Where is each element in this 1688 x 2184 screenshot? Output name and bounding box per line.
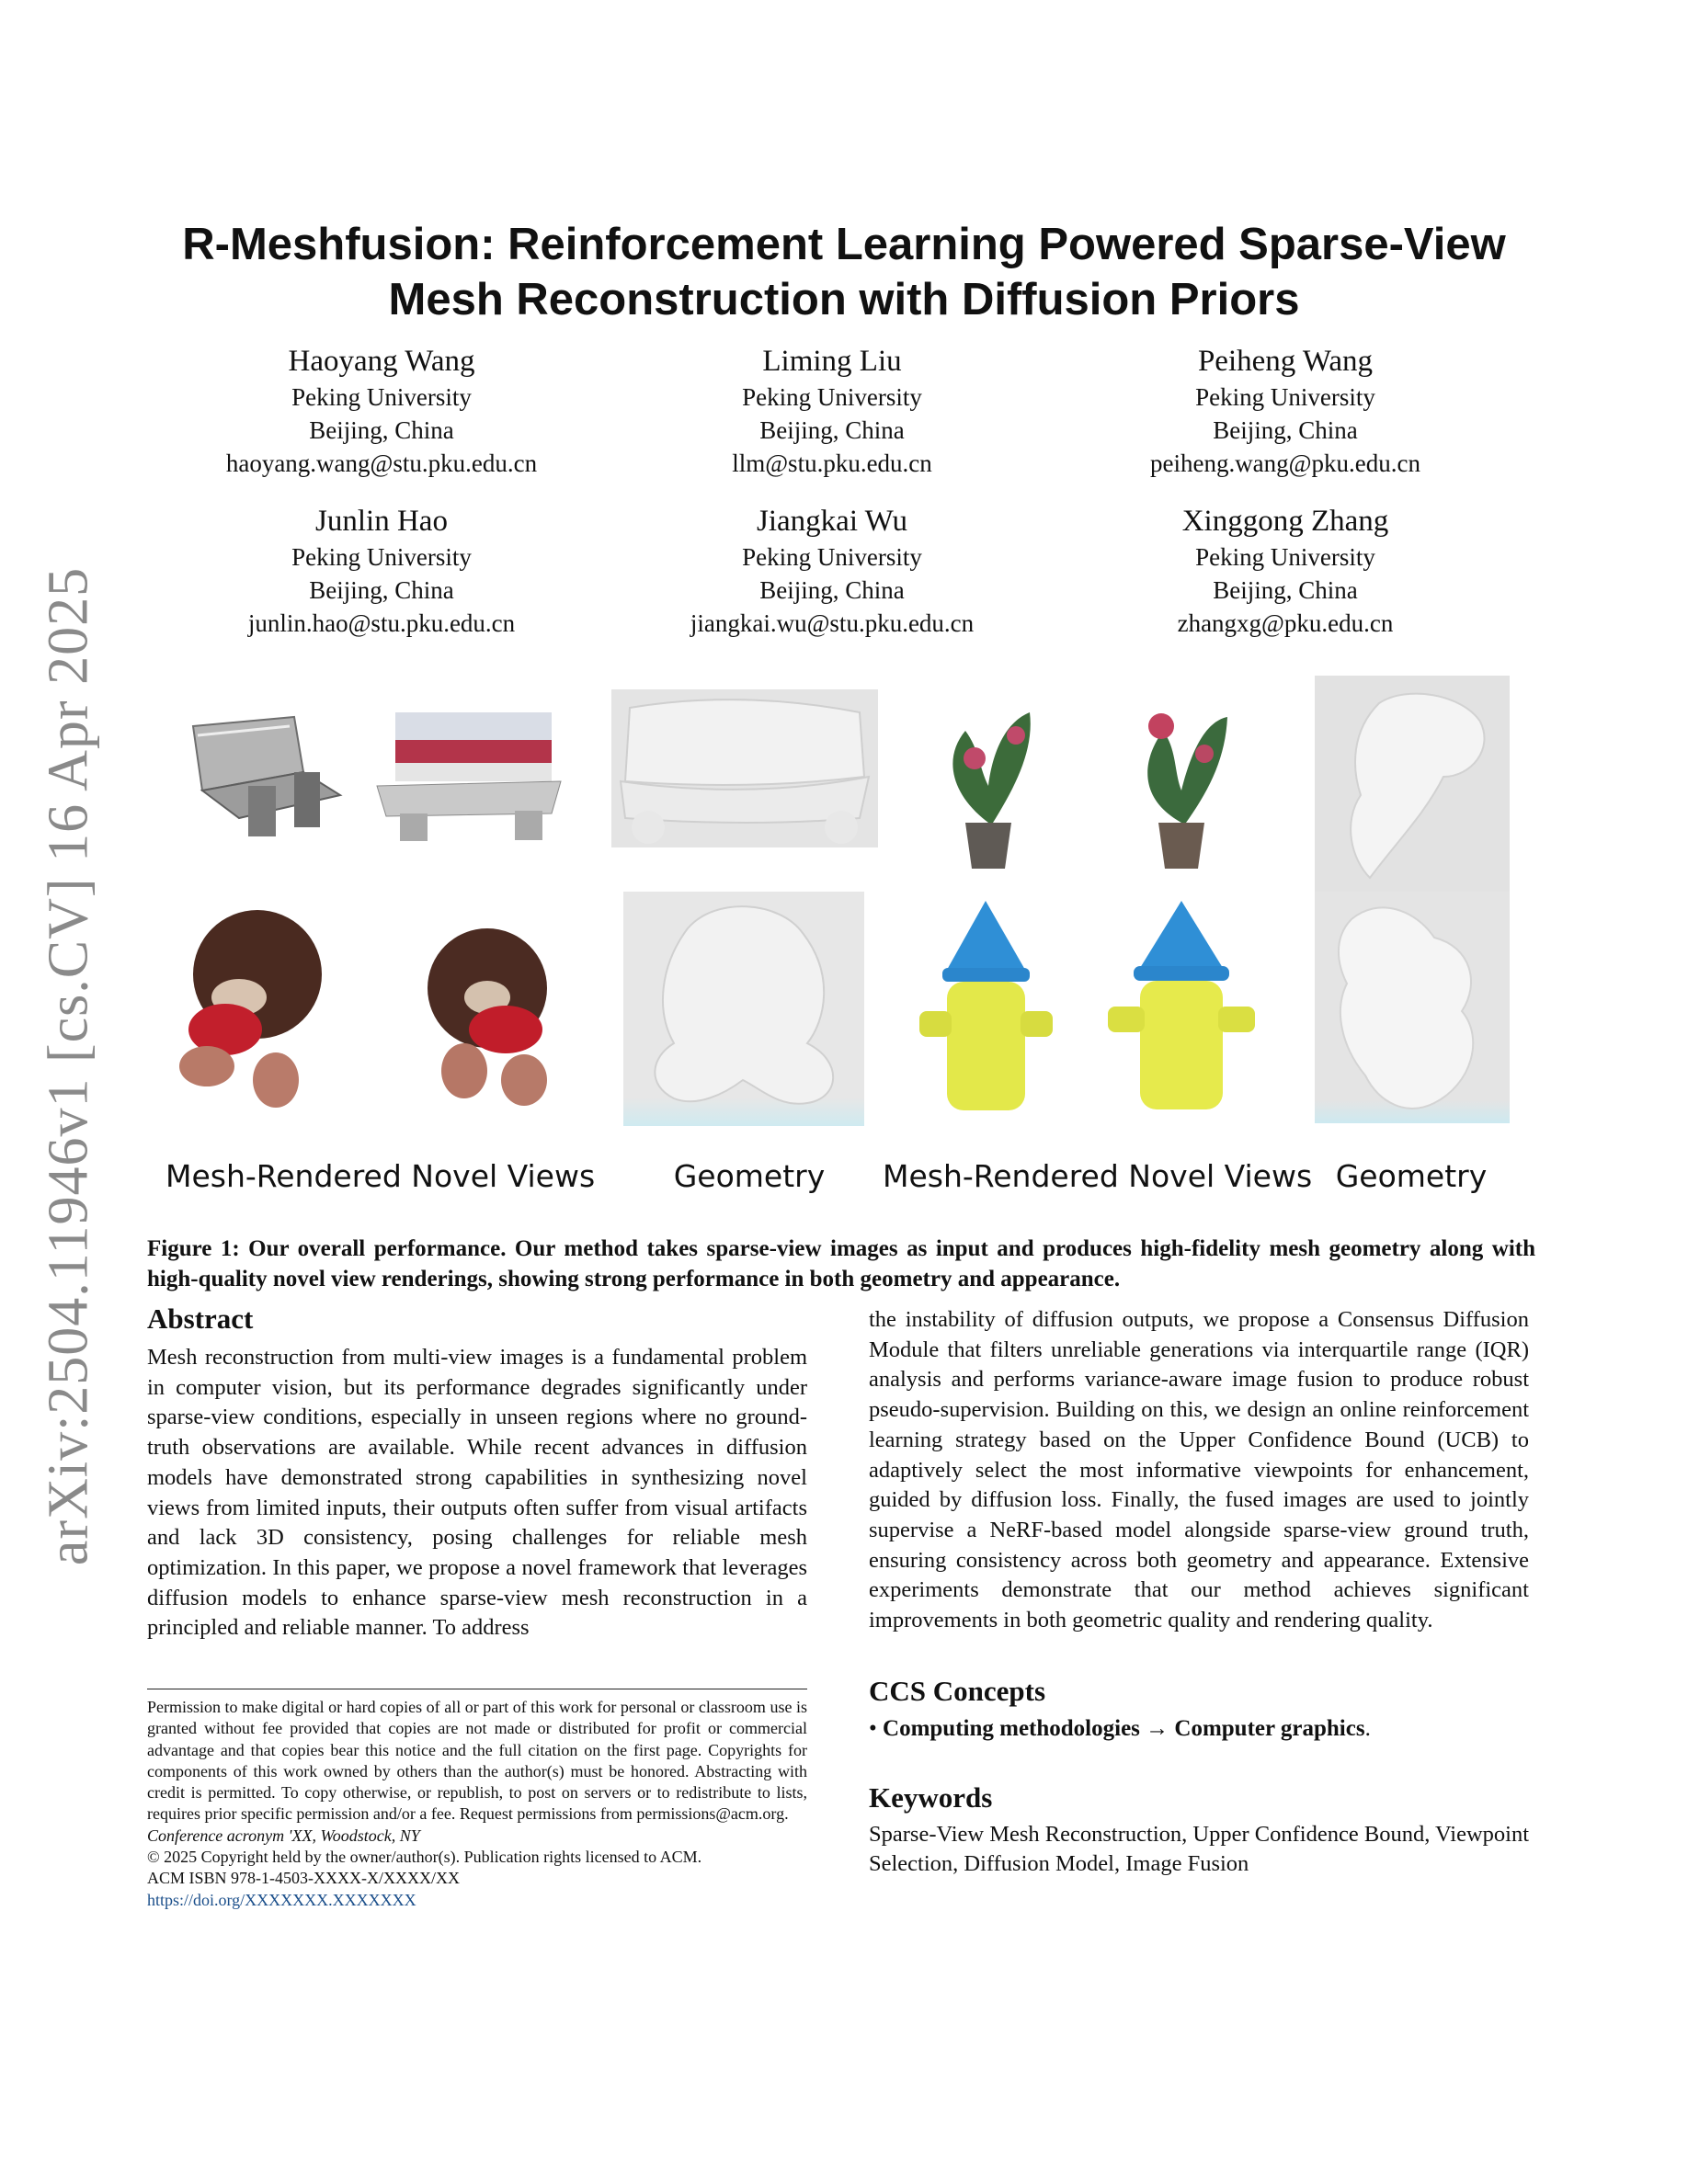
doi-link[interactable]: https://doi.org/XXXXXXX.XXXXXXX [147, 1890, 416, 1909]
author-email[interactable]: jiangkai.wu@stu.pku.edu.cn [690, 609, 975, 637]
author-affiliation: Peking University [291, 543, 472, 571]
author-3 [1051, 342, 1520, 480]
figure-caption: Figure 1: Our overall performance. Our method takes sparse-view images as input and produces high-fidelity mesh geometry along with high-quality novel view renderings, showing strong performance in both geometry and appearance. [147, 1236, 1535, 1291]
bear-render-view-1 [170, 901, 340, 1112]
arxiv-stamp [0, 552, 138, 1581]
plant-geometry-panel [1315, 676, 1510, 892]
keywords-text: Sparse-View Mesh Reconstruction, Upper Confidence Bound, Viewpoint Selection, Diffusion Model, Image Fusion [869, 1821, 1529, 1877]
author-location: Beijing, China [309, 416, 454, 444]
author-name: Xinggong Zhang [1181, 505, 1389, 538]
author-location: Beijing, China [759, 576, 905, 604]
bear-render-view-2 [414, 915, 570, 1112]
keywords-heading: Keywords [869, 1780, 993, 1814]
abstract-text-part-1: Mesh reconstruction from multi-view images is a fundamental problem in computer vision, but its performance degrades significantly under sparse-view conditions, especially in unseen regions where no ground-truth observations are available. While recent advances in diffusion models have demonstrated strong capabilities in synthesizing novel views from limited inputs, their outputs often suffer from visual artifacts and lack 3D consistency, posing challenges for reliable mesh optimization. In this paper, we propose a novel framework that leverages diffusion models to enhance sparse-view mesh reconstruction in a principled and reliable manner. To address [147, 1345, 807, 1641]
author-location: Beijing, China [1213, 416, 1358, 444]
permission-text: Permission to make digital or hard copies of all or part of this work for personal or classroom use is granted without fee provided that copies are not made or distributed for profit or commercial advantage and that copies bear this notice and the full citation on the first page. Copyrights for components of this work owned by others than the author(s) must be honored. Abstracting with credit is permitted. To copy otherwise, or republish, to post on servers or to redistribute to lists, requires prior specific permission and/or a fee. Request permissions from permissions@acm.org. [147, 1698, 807, 1824]
abstract-text-part-2: the instability of diffusion outputs, we propose a Consensus Diffusion Module that filters unreliable generations via interquartile range (IQR) analysis and performs variance-aware image fusion to produce robust pseudo-supervision. Building on this, we design an online reinforcement learning strategy based on the Upper Confidence Bound (UCB) to adaptively select the most informative viewpoints for enhancement, guided by diffusion loss. Finally, the fused images are used to jointly supervise a NeRF-based model alongside sparse-view ground truth, ensuring consistency across both geometry and appearance. Extensive experiments demonstrate that our method achieves significant improvements in both geometric quality and rendering quality. [869, 1307, 1529, 1633]
author-affiliation: Peking University [742, 543, 922, 571]
abstract-heading: Abstract [147, 1302, 254, 1335]
author-affiliation: Peking University [742, 383, 922, 411]
ccs-concept-tail: . [1364, 1715, 1371, 1741]
bench-render-view-2 [372, 708, 565, 846]
bench-geometry-panel [611, 689, 878, 847]
author-4 [147, 502, 616, 640]
author-location: Beijing, China [759, 416, 905, 444]
figure-1 [147, 666, 1535, 1218]
author-name: Peiheng Wang [1197, 345, 1374, 378]
hydrant-render-view-2 [1099, 896, 1264, 1117]
plant-render-view-2 [1117, 689, 1246, 878]
title-line-2: Mesh Reconstruction with Diffusion Priors [388, 275, 1300, 324]
author-2 [598, 342, 1066, 480]
ccs-concept-item [869, 1713, 1529, 1745]
abstract-right-column [869, 1305, 1529, 1880]
bear-geometry-mesh [623, 892, 864, 1126]
bear-geometry-panel [623, 892, 864, 1126]
author-affiliation: Peking University [291, 383, 472, 411]
author-5 [598, 502, 1066, 640]
author-affiliation: Peking University [1195, 543, 1375, 571]
author-name: Junlin Hao [315, 505, 448, 538]
author-email[interactable]: haoyang.wang@stu.pku.edu.cn [225, 449, 538, 477]
author-location: Beijing, China [309, 576, 454, 604]
figure-label-geometry-1: Geometry [673, 1158, 826, 1194]
hydrant-render-view-1 [910, 896, 1062, 1117]
paper-title [138, 217, 1550, 327]
author-email[interactable]: zhangxg@pku.edu.cn [1177, 609, 1394, 637]
author-name: Liming Liu [762, 345, 902, 378]
author-email[interactable]: junlin.hao@stu.pku.edu.cn [247, 609, 516, 637]
figure-label-geometry-2: Geometry [1335, 1158, 1488, 1194]
permission-footnote [147, 1689, 807, 1911]
isbn-line: ACM ISBN 978-1-4503-XXXX-X/XXXX/XX [147, 1869, 460, 1888]
plant-geometry-mesh [1315, 676, 1510, 892]
bullet-icon: • [869, 1715, 877, 1741]
plant-render-view-1 [924, 694, 1053, 878]
bench-geometry-mesh [611, 689, 878, 847]
conference-line: Conference acronym 'XX, Woodstock, NY [147, 1826, 420, 1845]
bench-render-view-1 [184, 708, 349, 846]
author-name: Jiangkai Wu [757, 505, 907, 538]
arxiv-stamp-text: arXiv:2504.11946v1 [cs.CV] 16 Apr 2025 [37, 566, 100, 1566]
ccs-heading: CCS Concepts [869, 1674, 1046, 1707]
figure-label-novel-views-2: Mesh-Rendered Novel Views [883, 1158, 1313, 1194]
author-location: Beijing, China [1213, 576, 1358, 604]
ccs-concept-bold: Computing methodologies → Computer graphics [883, 1715, 1365, 1741]
title-line-1: R-Meshfusion: Reinforcement Learning Powered Sparse-View [182, 220, 1506, 269]
author-email[interactable]: llm@stu.pku.edu.cn [732, 449, 932, 477]
author-6 [1051, 502, 1520, 640]
author-email[interactable]: peiheng.wang@pku.edu.cn [1149, 449, 1421, 477]
hydrant-geometry-mesh [1315, 892, 1510, 1123]
copyright-line: © 2025 Copyright held by the owner/author(s). Publication rights licensed to ACM. [147, 1848, 702, 1867]
author-affiliation: Peking University [1195, 383, 1375, 411]
author-1 [147, 342, 616, 480]
hydrant-geometry-panel [1315, 892, 1510, 1123]
author-name: Haoyang Wang [288, 345, 475, 378]
figure-label-novel-views-1: Mesh-Rendered Novel Views [165, 1158, 596, 1194]
abstract-left-column [147, 1301, 807, 1644]
